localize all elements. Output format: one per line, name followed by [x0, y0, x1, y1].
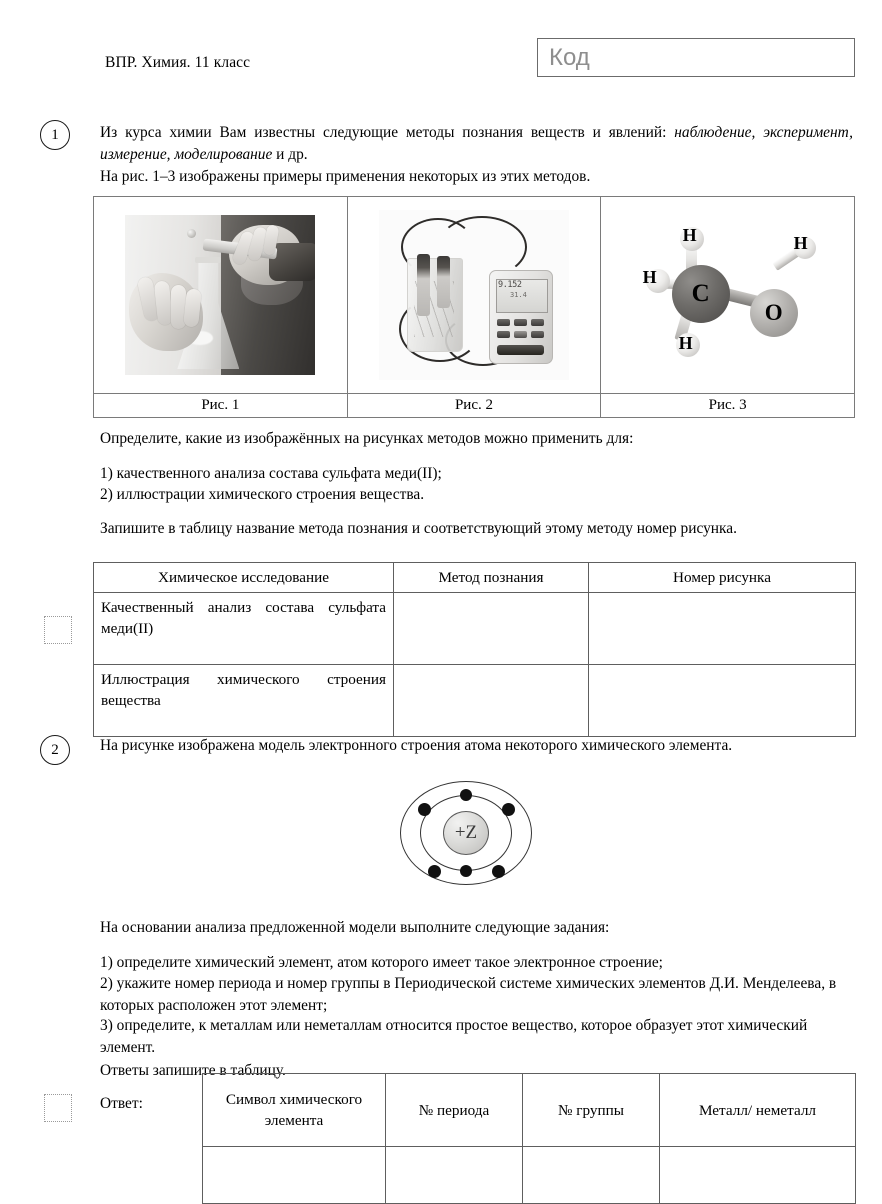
score-box-task1[interactable] — [44, 616, 72, 644]
answer-group-input[interactable] — [523, 1147, 660, 1204]
label-h-bottom: H — [678, 333, 693, 353]
task2-instruction: Ответы запишите в таблицу. — [100, 1062, 286, 1079]
task2-item-2: 2) укажите номер периода и номер группы в Периодической системе химических элементов Д.И. Менделеева, в которых расположен этот элемент; — [100, 975, 837, 1014]
row2-figure-input[interactable] — [589, 665, 856, 737]
score-box-task2[interactable] — [44, 1094, 72, 1122]
figure-3-cell — [601, 197, 855, 394]
task1-instruction: Запишите в таблицу название метода познания и соответствующий этому методу номер рисунка. — [100, 520, 737, 537]
page-header — [0, 38, 882, 82]
task-number-2: 2 — [40, 735, 70, 765]
task1-intro-part2: и др. — [272, 145, 308, 163]
label-h-top: H — [682, 225, 697, 245]
atom-oxygen: O — [750, 289, 798, 337]
figure-1-image — [125, 215, 315, 375]
table-row — [94, 593, 856, 665]
task2-intro: На рисунке изображена модель электронного строения атома некоторого химического элемента. — [100, 737, 733, 754]
table-header-symbol: Символ химического элемента — [203, 1074, 386, 1147]
task1-prompt: Определите, какие из изображённых на рисунках методов можно применить для: — [100, 430, 634, 447]
task2-answer-label: Ответ: — [100, 1095, 143, 1112]
electron-outer-bottom-right — [492, 865, 505, 878]
row1-figure-input[interactable] — [589, 593, 856, 665]
atom-nucleus: +Z — [443, 811, 489, 855]
table-header-row — [203, 1074, 856, 1147]
page-title: ВПР. Химия. 11 класс — [105, 54, 251, 71]
task-number-1: 1 — [40, 120, 70, 150]
table-header-period: № периода — [386, 1074, 523, 1147]
table-row — [203, 1147, 856, 1204]
task2-item-1: 1) определите химический элемент, атом которого имеет такое электронное строение; — [100, 954, 663, 971]
figure-2-caption: Рис. 2 — [347, 394, 601, 418]
figure-3-image — [624, 207, 832, 383]
task1-item-2: 2) иллюстрации химического строения вещества. — [100, 486, 425, 503]
task1-intro-italic: наблюдение, эксперимент, измерение, моделирование — [100, 124, 853, 163]
row2-method-input[interactable] — [394, 665, 589, 737]
figure-2-image: 9.152 31.4 — [379, 210, 569, 380]
atom-model-diagram — [392, 781, 540, 885]
electron-inner-bottom — [460, 865, 472, 877]
figure-1-caption: Рис. 1 — [94, 394, 348, 418]
electron-outer-bottom-left — [428, 865, 441, 878]
row2-research: Иллюстрация химического строения вещества — [94, 665, 394, 737]
figure-1-cell — [94, 197, 348, 394]
row1-method-input[interactable] — [394, 593, 589, 665]
answer-metal-input[interactable] — [660, 1147, 856, 1204]
task1-item-1: 1) качественного анализа состава сульфата меди(II); — [100, 465, 442, 482]
code-label: Код — [549, 44, 590, 71]
task2-item-3: 3) определите, к металлам или неметаллам относится простое вещество, которое образует этот химический элемент. — [100, 1017, 808, 1056]
task1-intro-line2: На рис. 1–3 изображены примеры применения некоторых из этих методов. — [100, 168, 591, 185]
code-input-box[interactable] — [537, 38, 855, 77]
row1-research: Качественный анализ состава сульфата меди(II) — [94, 593, 394, 665]
table-header-figure-number: Номер рисунка — [589, 563, 856, 593]
figure-3-caption: Рис. 3 — [601, 394, 855, 418]
answer-symbol-input[interactable] — [203, 1147, 386, 1204]
answer-period-input[interactable] — [386, 1147, 523, 1204]
label-h-hydroxyl: H — [793, 233, 808, 253]
figures-table — [93, 196, 855, 418]
table-row — [94, 665, 856, 737]
table-header-metal-nonmetal: Металл/ неметалл — [660, 1074, 856, 1147]
task1-intro-part1: Из курса химии Вам известны следующие методы познания веществ и явлений: — [100, 124, 675, 141]
table-header-method: Метод познания — [394, 563, 589, 593]
task1-intro — [100, 122, 853, 165]
table-header-group: № группы — [523, 1074, 660, 1147]
task2-prompt: На основании анализа предложенной модели выполните следующие задания: — [100, 919, 610, 936]
electron-outer-top-left — [418, 803, 431, 816]
label-h-left: H — [642, 267, 657, 287]
table-header-row — [94, 563, 856, 593]
figure-2-cell — [347, 197, 601, 394]
electron-outer-top-right — [502, 803, 515, 816]
task1-answer-table[interactable] — [93, 562, 856, 737]
table-header-research: Химическое исследование — [94, 563, 394, 593]
electron-inner-top — [460, 789, 472, 801]
atom-carbon: C — [672, 265, 730, 323]
task2-answer-table[interactable] — [202, 1073, 856, 1204]
